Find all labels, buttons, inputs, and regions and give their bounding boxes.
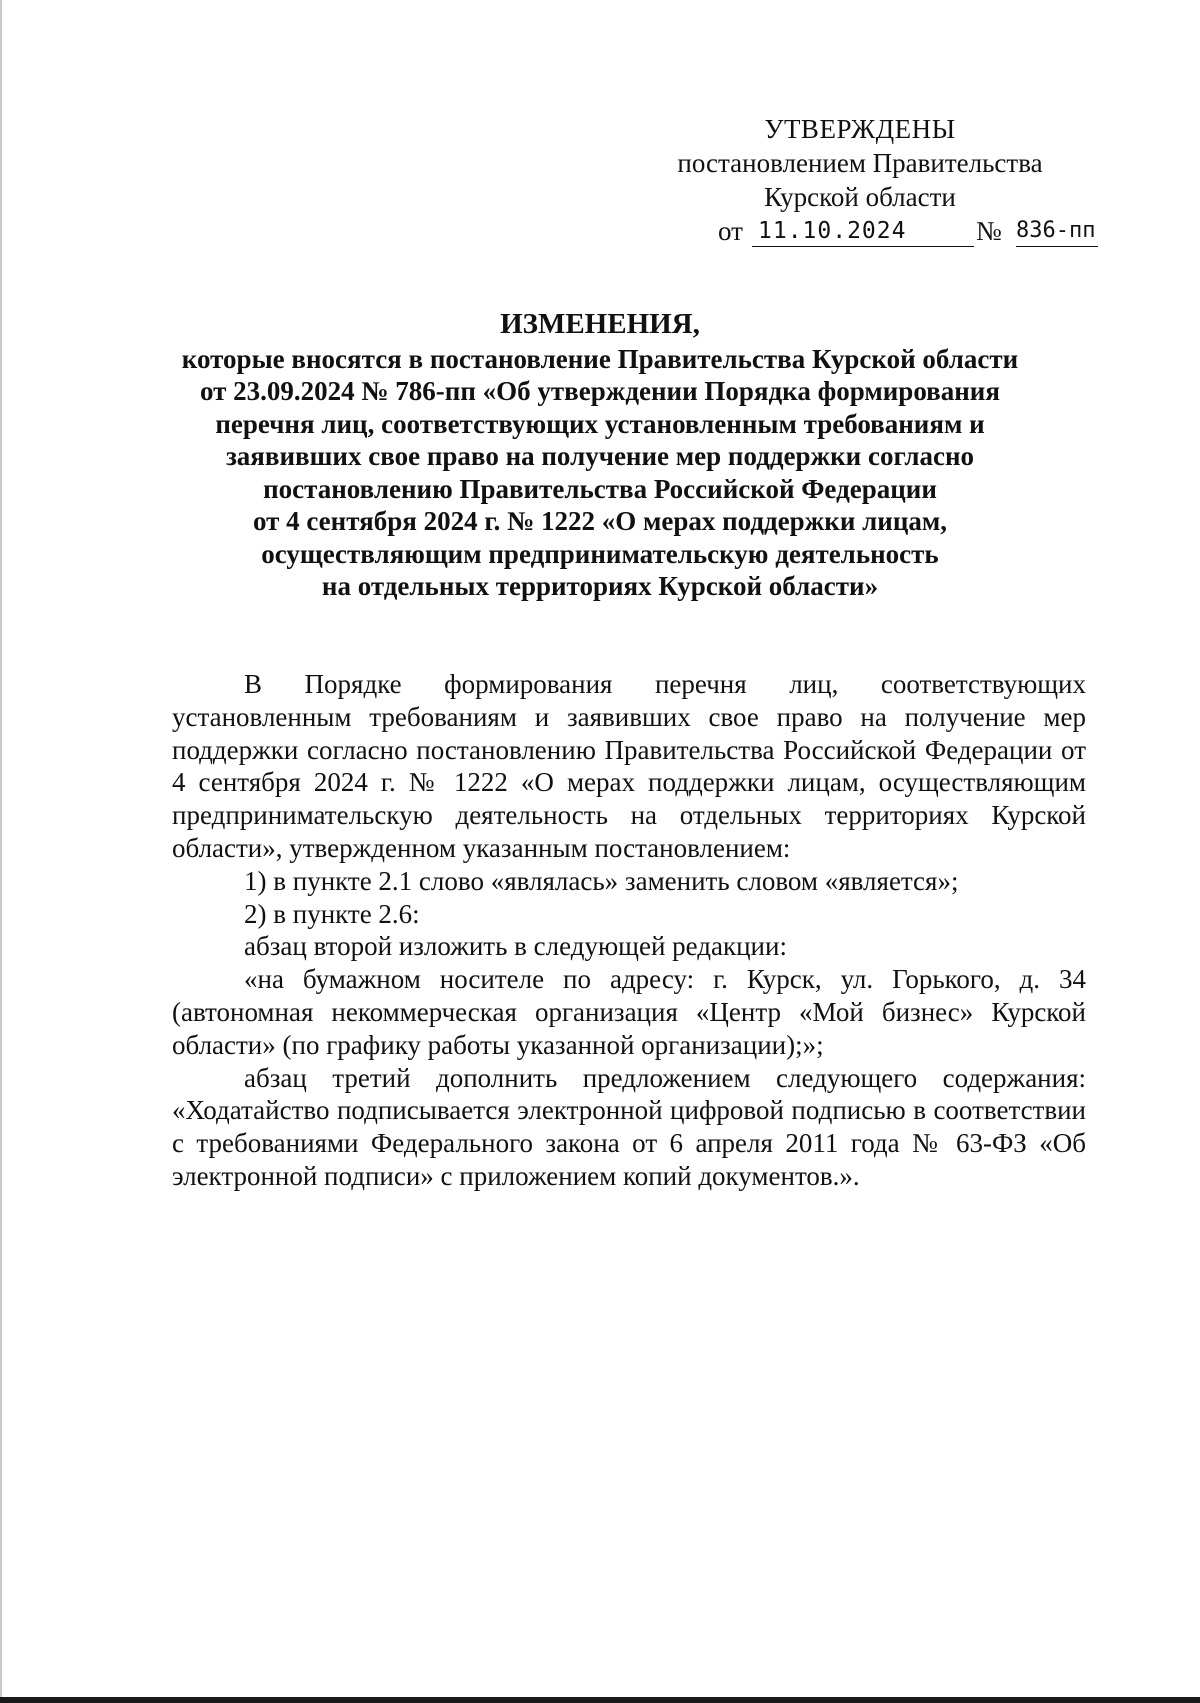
approval-date-row (660, 214, 1100, 254)
body-paragraph: 2) в пункте 2.6: (244, 898, 420, 929)
approval-line-2: постановлением Правительства (677, 148, 1043, 178)
approval-block (660, 112, 1100, 254)
body-paragraph: В Порядке формирования перечня лиц, соответствующих установленным требованиям и заявивших свое право на получение мер поддержки согласно постановлению Правительства Российской Федерации от 4 сентября 2024 г. № 1222 «О мерах поддержки лицам, осуществляющим предпринимательскую деятельность на отдельных территориях Курской области», утвержденном указанным постановлением: (172, 669, 1086, 863)
approval-ot-label: от (718, 216, 743, 246)
approval-number: 836-пп (1016, 216, 1098, 247)
body-paragraph: абзац второй изложить в следующей редакции: (244, 931, 787, 962)
approval-date: 11.10.2024 (752, 216, 974, 247)
title-line: которые вносятся в постановление Правительства Курской области (181, 343, 1019, 374)
approval-heading: УТВЕРЖДЕНЫ (764, 114, 956, 144)
title-line: от 23.09.2024 № 786-пп «Об утверждении Порядка формирования (200, 376, 1000, 406)
body-paragraph: 1) в пункте 2.1 слово «являлась» заменить словом «является»; (244, 865, 959, 896)
body-paragraph: абзац третий дополнить предложением следующего содержания: «Ходатайство подписывается электронной цифровой подписью в соответствии с требованиями Федерального закона от 6 апреля 2011 года № 63-ФЗ «Об электронной подписи» с приложением копий документов.». (172, 1062, 1086, 1191)
title-line: перечня лиц, соответствующих установленным требованиям и (215, 408, 985, 439)
document-body (172, 668, 1086, 1193)
title-line: от 4 сентября 2024 г. № 1222 «О мерах поддержки лицам, (252, 506, 948, 536)
scan-bottom-edge (0, 1697, 1200, 1703)
title-line: на отдельных территориях Курской области» (321, 571, 879, 601)
document-title (150, 308, 1050, 603)
title-heading: ИЗМЕНЕНИЯ, (500, 308, 700, 340)
approval-line-3: Курской области (764, 182, 956, 212)
approval-number-sign: № (976, 216, 1002, 246)
title-line: осуществляющим предпринимательскую деятельность (261, 538, 939, 569)
title-line: постановлению Правительства Российской Федерации (263, 473, 937, 504)
scan-left-edge (0, 0, 2, 1703)
title-line: заявивших свое право на получение мер поддержки согласно (225, 441, 975, 471)
body-paragraph: «на бумажном носителе по адресу: г. Курск, ул. Горького, д. 34 (автономная некоммерческая организация «Центр «Мой бизнес» Курской области» (по графику работы указанной организации);»; (172, 964, 1086, 1060)
